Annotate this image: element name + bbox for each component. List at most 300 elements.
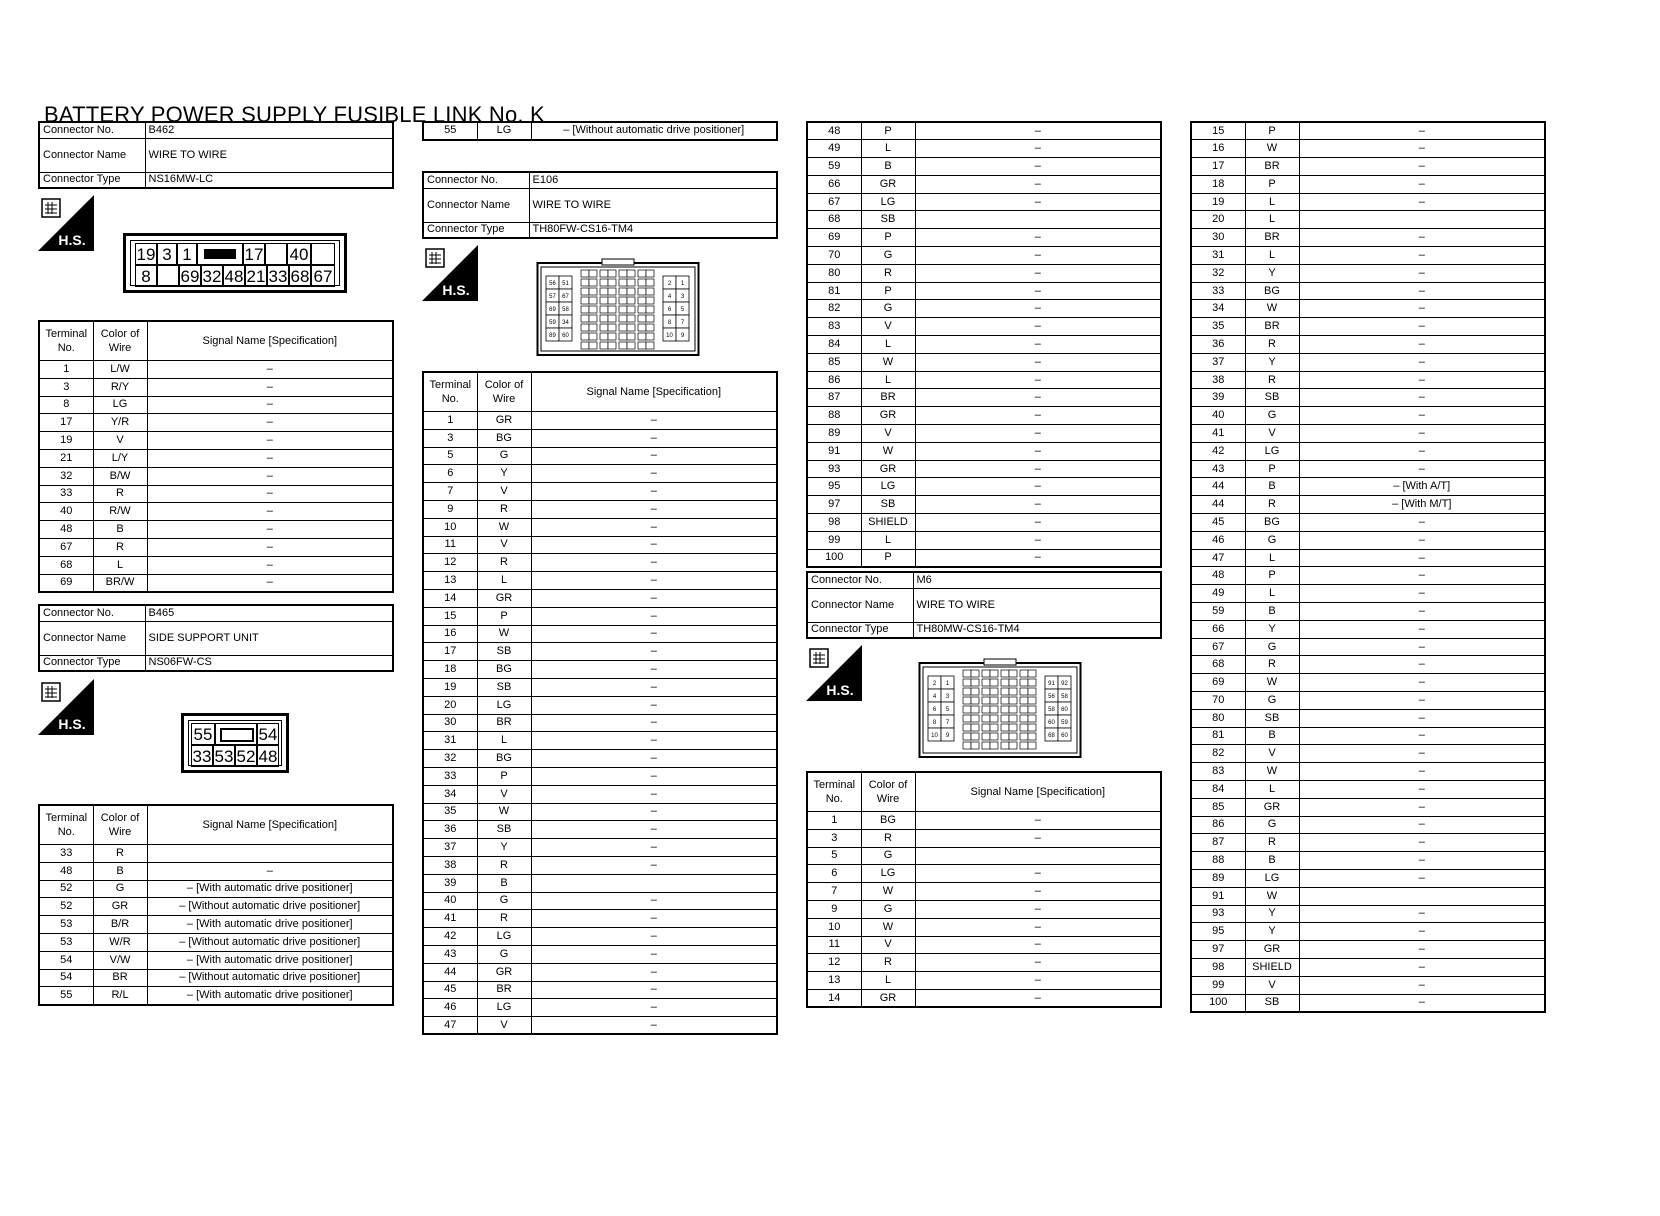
table-row <box>423 661 777 679</box>
pin <box>619 324 627 331</box>
table-row <box>1191 869 1545 887</box>
signal-name-cell: – <box>531 963 777 981</box>
wire-color-cell: G <box>1245 531 1299 549</box>
table-row <box>1191 389 1545 407</box>
signal-name-cell: – <box>1299 994 1545 1012</box>
pin-label: 1 <box>680 281 685 287</box>
table-row <box>807 847 1161 865</box>
terminal-no-cell: 6 <box>423 465 477 483</box>
terminal-no-cell: 59 <box>1191 603 1245 621</box>
pin <box>589 288 597 295</box>
signal-name-cell: – <box>915 353 1161 371</box>
pin-label: 4 <box>932 694 937 700</box>
signal-name-cell: – <box>915 300 1161 318</box>
terminal-table-b465-cont <box>422 121 778 141</box>
wire-color-cell: L/Y <box>93 449 147 467</box>
terminal-no-cell: 70 <box>807 247 861 265</box>
pin <box>627 297 635 304</box>
pin <box>963 670 971 677</box>
wire-color-cell: G <box>93 880 147 898</box>
pin-label: 7 <box>945 720 950 726</box>
signal-name-cell: – <box>915 425 1161 443</box>
terminal-no-cell: 7 <box>807 883 861 901</box>
table-row <box>1191 442 1545 460</box>
table-row <box>1191 531 1545 549</box>
pin <box>990 715 998 722</box>
wire-color-cell: BG <box>477 750 531 768</box>
terminal-no-cell: 33 <box>39 485 93 503</box>
pin <box>1009 742 1017 749</box>
signal-name-cell: – <box>1299 229 1545 247</box>
pin <box>581 288 589 295</box>
pin <box>627 342 635 349</box>
terminal-no-cell: 40 <box>423 892 477 910</box>
terminal-no-cell: 48 <box>39 862 93 880</box>
table-row <box>1191 158 1545 176</box>
signal-name-cell: – <box>147 521 393 539</box>
wire-color-cell: P <box>861 229 915 247</box>
signal-name-cell <box>1299 211 1545 229</box>
terminal-no-cell: 42 <box>423 928 477 946</box>
pin: 54 <box>258 725 278 744</box>
table-row <box>1191 407 1545 425</box>
signal-name-header: Signal Name [Specification] <box>531 372 777 412</box>
terminal-no-cell: 49 <box>807 140 861 158</box>
signal-name-cell: – <box>531 518 777 536</box>
connector-name-value: WIRE TO WIRE <box>529 188 777 222</box>
terminal-no-cell: 99 <box>807 531 861 549</box>
table-row <box>807 264 1161 282</box>
signal-name-cell: – <box>915 936 1161 954</box>
pin <box>1001 688 1009 695</box>
terminal-no-cell: 43 <box>423 945 477 963</box>
wire-color-cell: R <box>477 856 531 874</box>
terminal-no-cell: 10 <box>807 918 861 936</box>
pin <box>619 315 627 322</box>
harness-side-icon <box>38 679 94 735</box>
wire-color-cell: G <box>1245 692 1299 710</box>
wire-color-cell: R <box>861 954 915 972</box>
terminal-no-cell: 12 <box>807 954 861 972</box>
pin <box>982 697 990 704</box>
connector-no-label: Connector No. <box>423 172 529 188</box>
pin <box>1001 733 1009 740</box>
connector-type-value: TH80FW-CS16-TM4 <box>529 222 777 238</box>
table-row <box>1191 478 1545 496</box>
pin <box>1001 706 1009 713</box>
table-row <box>39 574 393 592</box>
wire-color-cell: BR <box>861 389 915 407</box>
terminal-no-cell: 89 <box>1191 869 1245 887</box>
terminal-no-cell: 83 <box>807 318 861 336</box>
table-row <box>1191 834 1545 852</box>
wire-color-cell: W/R <box>93 933 147 951</box>
table-row <box>423 536 777 554</box>
terminal-no-cell: 11 <box>423 536 477 554</box>
signal-name-cell: – <box>147 432 393 450</box>
pin <box>646 297 654 304</box>
table-row <box>1191 763 1545 781</box>
pin <box>619 279 627 286</box>
pin: 40 <box>287 243 311 265</box>
pin <box>1028 688 1036 695</box>
wire-color-cell: L <box>1245 780 1299 798</box>
pin-label: 60 <box>562 333 569 339</box>
signal-name-cell: – <box>915 371 1161 389</box>
signal-name-cell: – <box>1299 158 1545 176</box>
wire-color-cell: V <box>861 425 915 443</box>
pin-label: 9 <box>680 333 685 339</box>
wire-color-cell: GR <box>477 963 531 981</box>
wire-color-cell: LG <box>477 999 531 1017</box>
signal-name-cell: – <box>915 140 1161 158</box>
pin-label: 58 <box>1061 694 1068 700</box>
wire-color-cell: B <box>1245 727 1299 745</box>
signal-name-cell: – <box>915 460 1161 478</box>
wire-color-cell: Y <box>1245 620 1299 638</box>
table-row <box>1191 709 1545 727</box>
signal-name-cell: – <box>531 572 777 590</box>
table-row <box>1191 745 1545 763</box>
connector-face-b465 <box>181 713 289 773</box>
wire-color-cell: V/W <box>93 951 147 969</box>
table-row <box>807 318 1161 336</box>
terminal-no-cell: 5 <box>423 447 477 465</box>
table-row <box>807 140 1161 158</box>
terminal-no-cell: 32 <box>423 750 477 768</box>
signal-name-cell: – <box>1299 780 1545 798</box>
wire-color-cell: GR <box>861 407 915 425</box>
pin: 48 <box>224 267 244 286</box>
signal-name-cell: – <box>915 812 1161 830</box>
terminal-no-cell: 40 <box>39 503 93 521</box>
terminal-no-header: Terminal No. <box>423 372 477 412</box>
terminal-no-cell: 52 <box>39 880 93 898</box>
terminal-no-cell: 48 <box>39 521 93 539</box>
wire-color-cell: L/W <box>93 361 147 379</box>
wire-color-cell: Y <box>1245 264 1299 282</box>
pin: 3 <box>157 243 177 265</box>
table-row <box>39 521 393 539</box>
table-row <box>39 987 393 1005</box>
pin-label: 2 <box>932 681 937 687</box>
table-row <box>423 821 777 839</box>
terminal-no-cell: 8 <box>39 396 93 414</box>
pin <box>1020 742 1028 749</box>
terminal-no-cell: 1 <box>423 412 477 430</box>
wire-color-cell: B/W <box>93 467 147 485</box>
table-row <box>807 460 1161 478</box>
wire-color-cell: LG <box>1245 869 1299 887</box>
table-row <box>39 432 393 450</box>
terminal-no-header: Terminal No. <box>807 772 861 812</box>
signal-name-cell: – <box>1299 300 1545 318</box>
signal-name-cell: – <box>915 193 1161 211</box>
pin <box>982 733 990 740</box>
pin <box>1001 715 1009 722</box>
table-row <box>423 981 777 999</box>
wire-color-cell: W <box>861 353 915 371</box>
signal-name-cell: – <box>915 158 1161 176</box>
pin <box>619 306 627 313</box>
table-row <box>423 465 777 483</box>
table-row <box>1191 336 1545 354</box>
terminal-no-cell: 97 <box>807 496 861 514</box>
wire-color-cell: P <box>1245 122 1299 140</box>
terminal-no-cell: 19 <box>39 432 93 450</box>
table-row <box>807 389 1161 407</box>
terminal-no-cell: 1 <box>39 361 93 379</box>
pin <box>963 679 971 686</box>
connector-face-b462 <box>123 233 347 293</box>
signal-name-cell: – <box>915 122 1161 140</box>
terminal-no-cell: 5 <box>807 847 861 865</box>
terminal-no-cell: 59 <box>807 158 861 176</box>
pin <box>608 279 616 286</box>
terminal-no-cell: 100 <box>807 549 861 567</box>
pin <box>581 342 589 349</box>
wire-color-cell: R <box>93 845 147 863</box>
terminal-no-cell: 89 <box>807 425 861 443</box>
pin <box>581 270 589 277</box>
signal-name-cell: – <box>1299 175 1545 193</box>
pin <box>581 279 589 286</box>
pin <box>963 733 971 740</box>
terminal-no-cell: 17 <box>39 414 93 432</box>
wire-color-cell: W <box>1245 763 1299 781</box>
table-row <box>807 353 1161 371</box>
terminal-no-cell: 42 <box>1191 442 1245 460</box>
table-row <box>423 429 777 447</box>
wire-color-cell: G <box>477 945 531 963</box>
pin <box>1009 715 1017 722</box>
terminal-no-cell: 91 <box>807 442 861 460</box>
signal-name-cell: – <box>531 945 777 963</box>
table-row <box>1191 656 1545 674</box>
wire-color-cell: LG <box>1245 442 1299 460</box>
pin-label: 5 <box>945 707 950 713</box>
pin-label: 8 <box>667 320 672 326</box>
signal-name-cell: – <box>1299 425 1545 443</box>
table-row <box>423 1017 777 1035</box>
pin <box>1009 688 1017 695</box>
pin <box>638 306 646 313</box>
pin-label: 60 <box>1061 707 1068 713</box>
pin <box>1028 733 1036 740</box>
pin <box>589 324 597 331</box>
table-row <box>423 767 777 785</box>
table-row <box>39 396 393 414</box>
signal-name-cell: – <box>1299 371 1545 389</box>
pin <box>1028 742 1036 749</box>
terminal-no-cell: 98 <box>1191 958 1245 976</box>
table-row <box>1191 264 1545 282</box>
signal-name-cell: – <box>531 892 777 910</box>
wire-color-cell: R/W <box>93 503 147 521</box>
pin <box>600 279 608 286</box>
pin <box>265 243 287 265</box>
wire-color-cell: BG <box>1245 514 1299 532</box>
wire-color-cell: SB <box>477 821 531 839</box>
table-row <box>807 300 1161 318</box>
wire-color-cell: Y <box>1245 923 1299 941</box>
table-row <box>1191 140 1545 158</box>
pin <box>1001 697 1009 704</box>
signal-name-cell: – <box>915 229 1161 247</box>
terminal-no-cell: 68 <box>39 556 93 574</box>
pin <box>589 342 597 349</box>
wire-color-cell: BR <box>477 714 531 732</box>
terminal-no-cell: 32 <box>1191 264 1245 282</box>
terminal-no-cell: 32 <box>39 467 93 485</box>
signal-name-cell: – <box>1299 674 1545 692</box>
pin <box>990 733 998 740</box>
wire-color-cell: L <box>861 371 915 389</box>
pin: 21 <box>246 267 266 286</box>
wire-color-cell: Y/R <box>93 414 147 432</box>
table-row <box>1191 994 1545 1012</box>
table-row <box>423 696 777 714</box>
terminal-no-cell: 88 <box>1191 852 1245 870</box>
table-row <box>1191 638 1545 656</box>
table-row <box>1191 371 1545 389</box>
terminal-no-cell: 85 <box>807 353 861 371</box>
signal-name-cell: – <box>1299 603 1545 621</box>
terminal-no-cell: 69 <box>1191 674 1245 692</box>
wire-color-cell: GR <box>93 898 147 916</box>
pin <box>990 697 998 704</box>
signal-name-cell: – <box>531 981 777 999</box>
connector-no-value: M6 <box>913 572 1161 588</box>
signal-name-cell: – [Without automatic drive positioner] <box>147 933 393 951</box>
pin <box>638 324 646 331</box>
terminal-no-cell: 66 <box>1191 620 1245 638</box>
wire-color-cell: V <box>477 1017 531 1035</box>
table-row <box>807 407 1161 425</box>
table-row <box>423 554 777 572</box>
pin <box>982 688 990 695</box>
terminal-no-cell: 36 <box>1191 336 1245 354</box>
terminal-no-cell: 88 <box>807 407 861 425</box>
terminal-no-cell: 54 <box>39 951 93 969</box>
pin-label: 9 <box>945 733 950 739</box>
pin <box>600 270 608 277</box>
table-row <box>807 954 1161 972</box>
pin: 53 <box>214 747 234 766</box>
pin <box>963 688 971 695</box>
pin <box>638 279 646 286</box>
terminal-no-cell: 85 <box>1191 798 1245 816</box>
signal-name-cell: – <box>531 856 777 874</box>
terminal-no-cell: 53 <box>39 916 93 934</box>
hs-label: H.S. <box>826 682 854 698</box>
pin-keyway <box>215 723 257 745</box>
signal-name-cell: – <box>1299 656 1545 674</box>
wire-color-cell: G <box>861 247 915 265</box>
signal-name-header: Signal Name [Specification] <box>147 805 393 845</box>
terminal-table-b465 <box>38 804 394 1006</box>
table-row <box>39 951 393 969</box>
terminal-no-cell: 3 <box>423 429 477 447</box>
signal-name-cell: – <box>1299 709 1545 727</box>
pin-label: 6 <box>932 707 937 713</box>
signal-name-cell: – <box>531 607 777 625</box>
wire-color-cell: W <box>861 918 915 936</box>
pin <box>608 315 616 322</box>
color-of-wire-header: Color of Wire <box>93 321 147 361</box>
pin <box>646 333 654 340</box>
terminal-no-cell: 55 <box>423 122 477 140</box>
pin <box>581 333 589 340</box>
connector-name-label: Connector Name <box>423 188 529 222</box>
pin <box>982 679 990 686</box>
table-row <box>423 839 777 857</box>
wire-color-cell: BG <box>477 661 531 679</box>
connector-name-value: SIDE SUPPORT UNIT <box>145 621 393 655</box>
pin <box>1001 679 1009 686</box>
table-row <box>423 892 777 910</box>
pin <box>638 315 646 322</box>
terminal-no-cell: 67 <box>39 538 93 556</box>
signal-name-cell: – <box>531 678 777 696</box>
pin <box>646 315 654 322</box>
signal-name-cell: – [Without automatic drive positioner] <box>147 969 393 987</box>
pin: 32 <box>202 267 222 286</box>
wire-color-cell: W <box>1245 887 1299 905</box>
terminal-no-cell: 47 <box>423 1017 477 1035</box>
signal-name-cell: – <box>1299 567 1545 585</box>
pin-label: 3 <box>680 294 685 300</box>
terminal-no-cell: 46 <box>1191 531 1245 549</box>
table-row <box>423 625 777 643</box>
table-row <box>423 518 777 536</box>
terminal-no-cell: 44 <box>423 963 477 981</box>
signal-name-cell: – <box>915 514 1161 532</box>
table-row <box>423 910 777 928</box>
pin <box>600 342 608 349</box>
signal-name-cell: – <box>531 429 777 447</box>
signal-name-cell: – <box>147 485 393 503</box>
terminal-no-cell: 39 <box>1191 389 1245 407</box>
pin-label: 92 <box>1061 681 1068 687</box>
terminal-no-cell: 18 <box>1191 175 1245 193</box>
pin-label: 57 <box>549 294 556 300</box>
table-row <box>39 467 393 485</box>
signal-name-cell: – <box>531 536 777 554</box>
wire-color-cell: V <box>1245 745 1299 763</box>
table-row <box>1191 923 1545 941</box>
terminal-no-cell: 44 <box>1191 478 1245 496</box>
table-row <box>1191 727 1545 745</box>
pin-label: 60 <box>1061 733 1068 739</box>
signal-name-cell: – <box>531 750 777 768</box>
connector-name-value: WIRE TO WIRE <box>913 588 1161 622</box>
wire-color-cell: L <box>861 531 915 549</box>
signal-name-cell: – <box>1299 193 1545 211</box>
signal-name-cell: – <box>531 500 777 518</box>
pin <box>1020 679 1028 686</box>
wire-color-cell: GR <box>861 989 915 1007</box>
connector-info-b465 <box>38 604 394 672</box>
terminal-no-cell: 82 <box>1191 745 1245 763</box>
signal-name-cell: – <box>915 336 1161 354</box>
terminal-no-cell: 31 <box>423 732 477 750</box>
table-row <box>807 282 1161 300</box>
pin <box>1028 679 1036 686</box>
pin <box>627 333 635 340</box>
connector-no-label: Connector No. <box>39 605 145 621</box>
signal-name-cell: – <box>1299 389 1545 407</box>
